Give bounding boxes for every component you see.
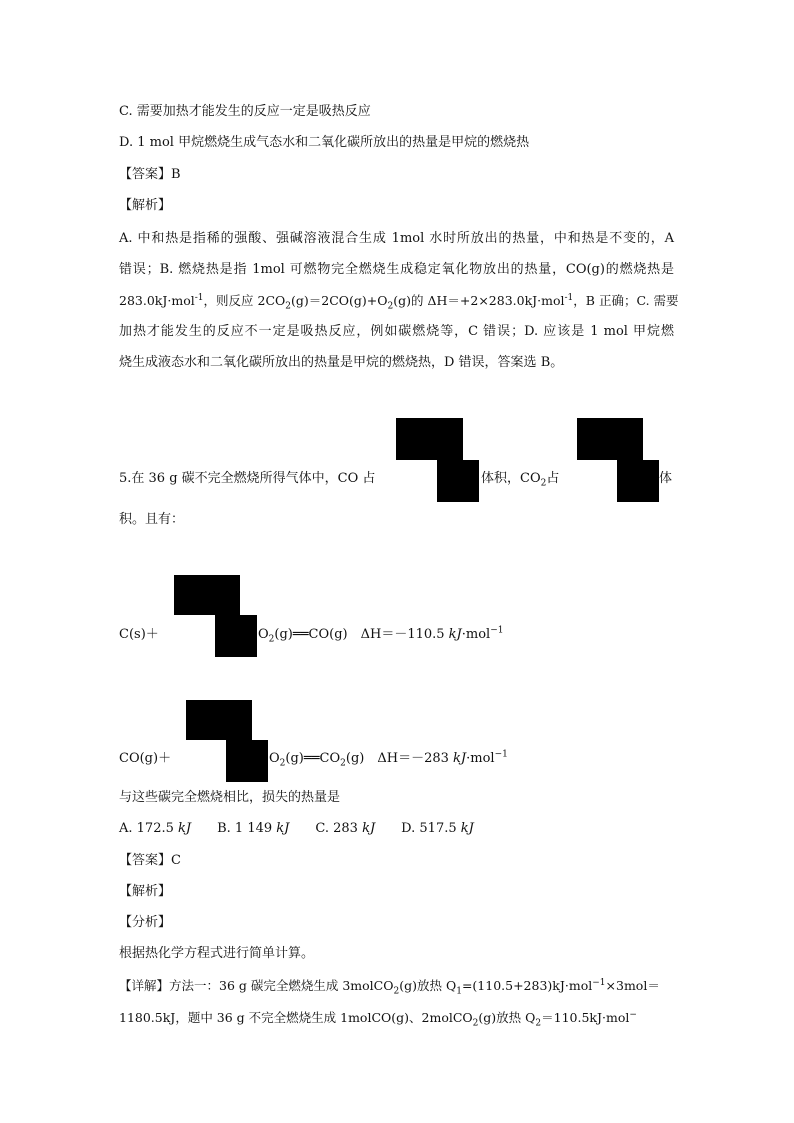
analysis-line-5: 烧生成液态水和二氧化碳所放出的热量是甲烷的燃烧热，D 错误，答案选 B。: [119, 355, 564, 370]
q5-stem-d: 体: [659, 471, 673, 486]
redacted-fraction-denominator: [437, 460, 479, 502]
analysis-line-3: 283.0kJ·mol$^{-1}$，则反应 $2CO_2(g)=2CO(g)+O_2(g)$的 ΔH＝+2×283.0kJ·mol$^{-1}$，B 正确；C. 需要: [119, 292, 679, 312]
redacted-fraction-numerator: [174, 575, 240, 615]
analysis-line-1: A. 中和热是指稀的强酸、强碱溶液混合生成 1mol 水时所放出的热量，中和热是不变的，A: [119, 231, 674, 246]
option-a: A. 172.5 kJ: [119, 821, 192, 836]
q5-stem-a: 5.在 36 g 碳不完全燃烧所得气体中，CO 占: [119, 471, 376, 486]
redacted-fraction-denominator: [226, 740, 268, 782]
answer-value: B: [171, 167, 181, 182]
redacted-fraction-numerator: [396, 418, 463, 460]
option-d: D. 517.5 kJ: [401, 821, 474, 836]
q5-analysis-label: 【解析】: [119, 884, 172, 899]
equation-1-lhs: C(s)＋: [119, 627, 159, 642]
option-d: D. 1 mol 甲烷燃烧生成气态水和二氧化碳所放出的热量是甲烷的燃烧热: [119, 135, 530, 150]
option-c: C. 需要加热才能发生的反应一定是吸热反应: [119, 104, 371, 119]
analysis-label: 【解析】: [119, 198, 172, 213]
equation-1-rhs: $O_2(g)══CO(g)$ ΔH＝－110.5 kJ·mol$^{-1}$: [258, 625, 504, 645]
analysis-line-2: 错误；B. 燃烧热是指 1mol 可燃物完全燃烧生成稳定氧化物放出的热量，CO(g)的燃烧热是: [119, 262, 674, 277]
q5-question: 与这些碳完全燃烧相比，损失的热量是: [119, 790, 341, 805]
redacted-fraction-numerator: [577, 418, 643, 460]
option-b: B. 1 149 kJ: [217, 821, 290, 836]
option-c: C. 283 kJ: [315, 821, 376, 836]
answer-line: [119, 167, 181, 183]
q5-fenxi-label: 【分析】: [119, 915, 172, 930]
analysis-line-4: 加热才能发生的反应不一定是吸热反应，例如碳燃烧等，C 错误；D. 应该是 1 mol 甲烷燃: [119, 324, 674, 339]
q5-stem-b: 体积，$CO_2$占: [481, 471, 560, 489]
q5-detail-line-2: 1180.5kJ，题中 36 g 不完全燃烧生成 1molCO(g)、2molCO$_2$(g)放热 $Q_2=110.5kJ\cdot mol^-$: [119, 1009, 637, 1029]
redacted-fraction-denominator: [215, 615, 257, 657]
equation-2-lhs: CO(g)＋: [119, 751, 172, 766]
q5-stem-e: 积。且有：: [119, 512, 185, 527]
q5-answer-line: 【答案】C: [119, 853, 181, 868]
q5-detail-line-1: 【详解】方法一：36 g 碳完全燃烧生成 3molCO$_2$(g)放热 $Q_1=(110.5+283)kJ\cdot mol^{-1}\times 3mol=$: [119, 977, 660, 997]
q5-fenxi-text: 根据热化学方程式进行简单计算。: [119, 946, 315, 961]
redacted-fraction-denominator: [617, 460, 659, 502]
answer-label: 【答案】: [119, 167, 172, 182]
q5-options: [119, 821, 500, 837]
redacted-fraction-numerator: [186, 700, 252, 740]
equation-2-rhs: $O_2(g)══CO_2(g)$ ΔH＝－283 kJ·mol$^{-1}$: [269, 749, 508, 769]
